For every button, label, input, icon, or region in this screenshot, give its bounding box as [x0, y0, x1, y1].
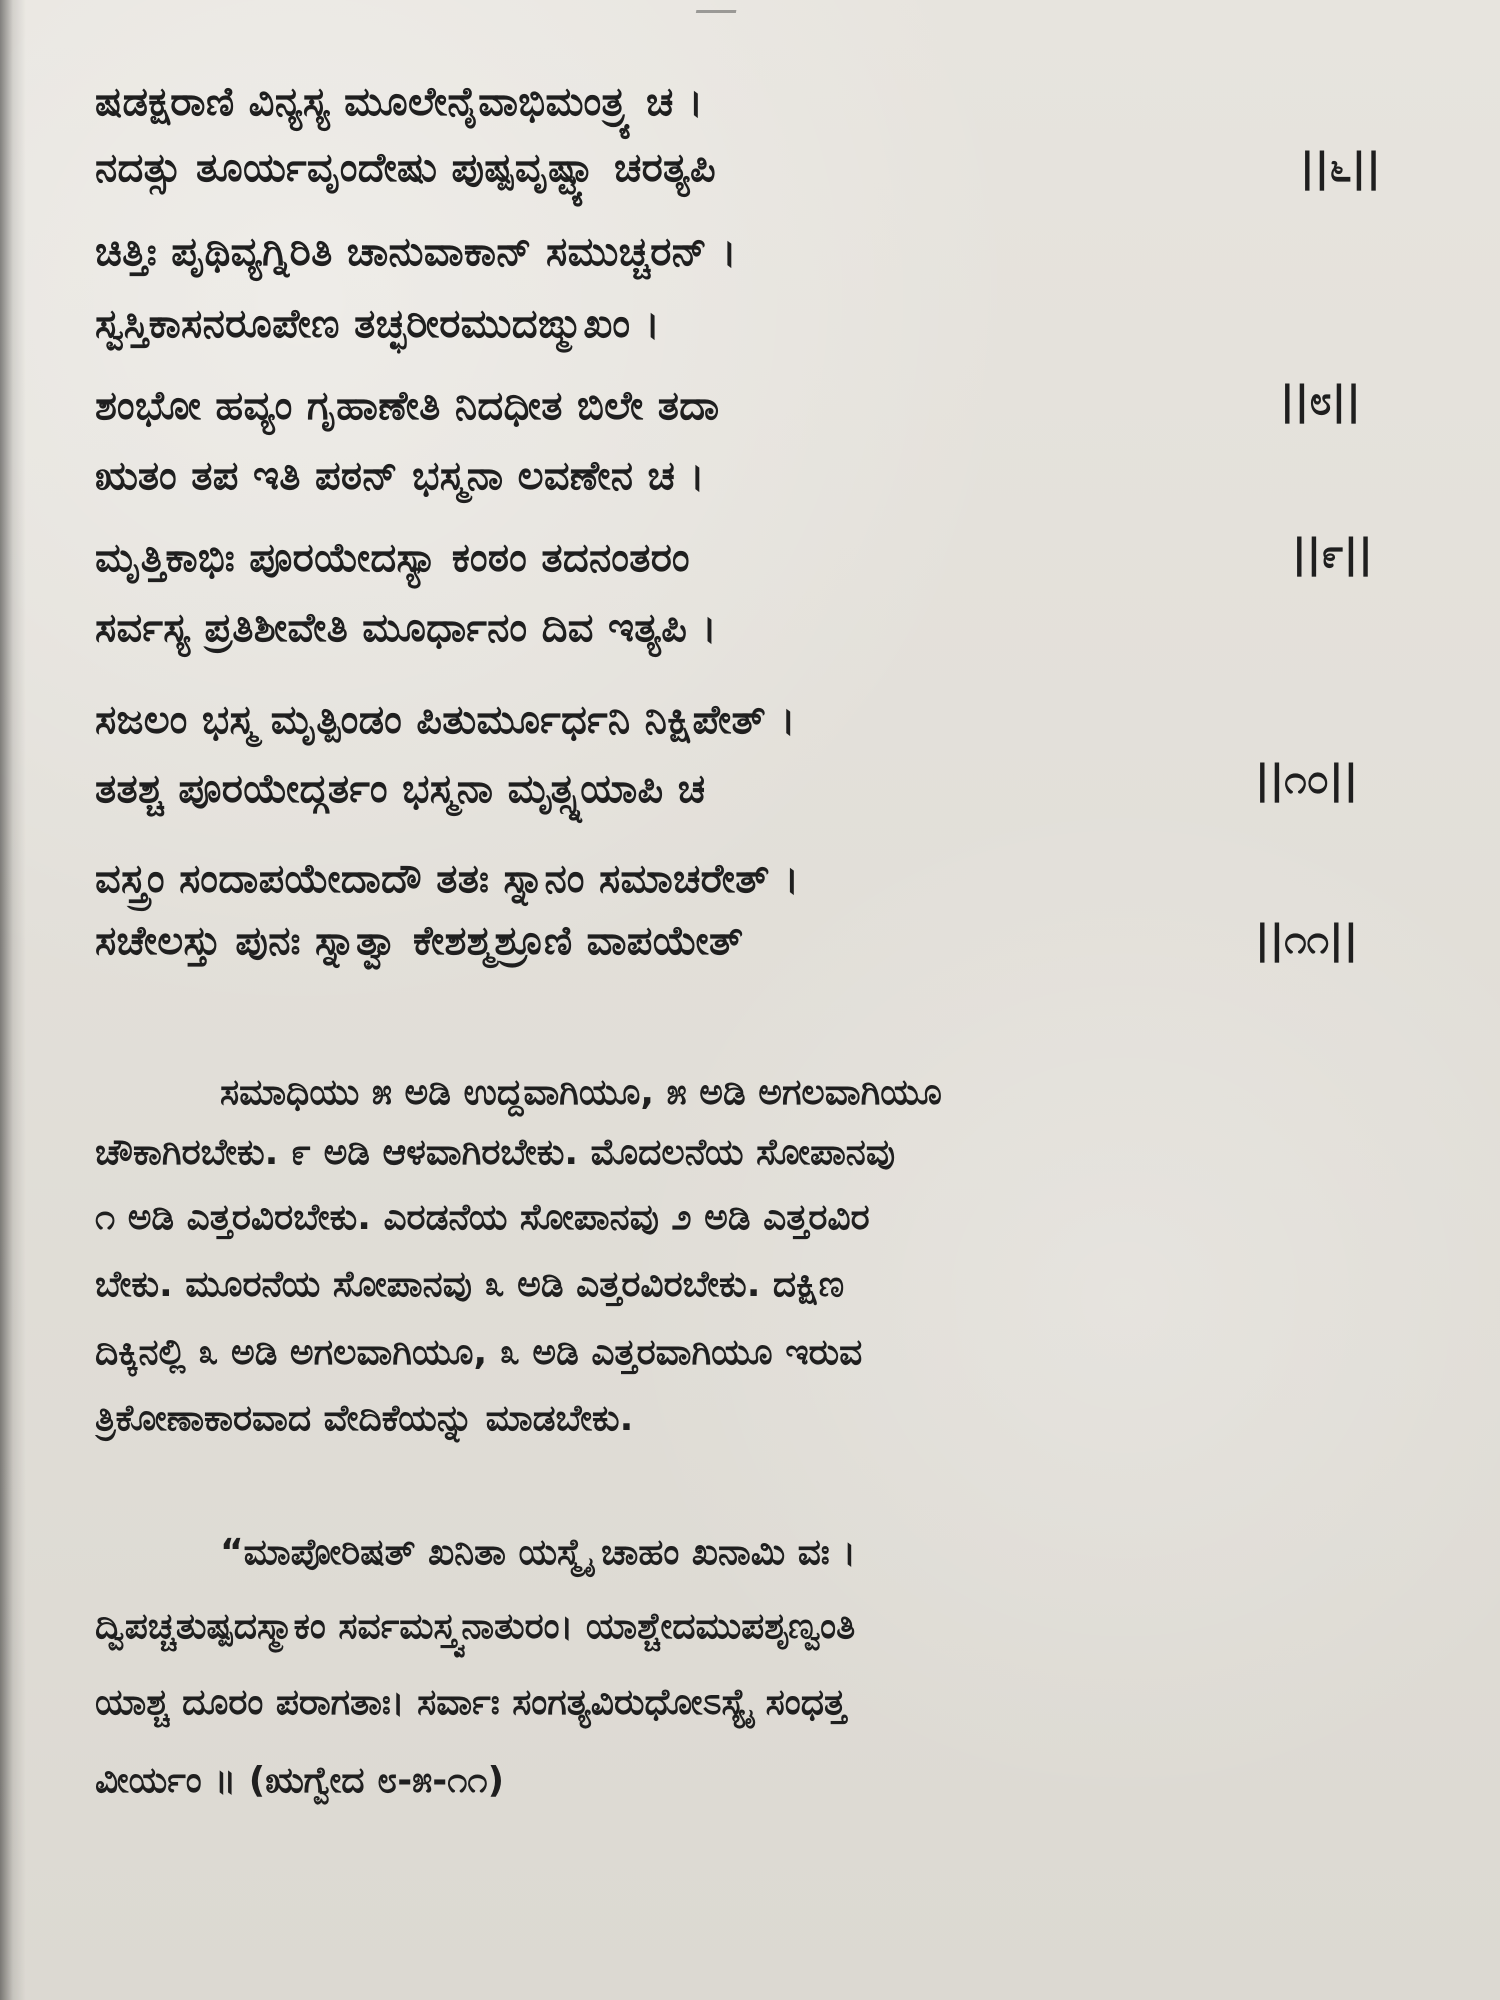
prose-paragraph-1-line-4: ಬೇಕು. ಮೂರನೆಯ ಸೋಪಾನವು ೩ ಅಡಿ ಎತ್ತರವಿರಬೇಕು. ದಕ್ಷಿಣ — [95, 1264, 845, 1305]
verse-4-line-1: ಮೃತ್ತಿಕಾಭಿಃ ಪೂರಯೇದಸ್ಯಾ ಕಂಠಂ ತದನಂತರಂ — [95, 535, 690, 581]
verse-2-line-2: ಸ್ವಸ್ತಿಕಾಸನರೂಪೇಣ ತಚ್ಛರೀರಮುದಙ್ಮುಖಂ । — [95, 301, 661, 347]
verse-5-line-1: ಸಜಲಂ ಭಸ್ಮ ಮೃತ್ಪಿಂಡಂ ಪಿತುರ್ಮೂರ್ಧನಿ ನಿಕ್ಷಿಪೇತ್ । — [95, 697, 796, 743]
verse-5-number: ||೧೦|| — [1255, 757, 1359, 803]
verse-6-number: ||೧೧|| — [1255, 917, 1359, 963]
verse-3-number: ||೮|| — [1280, 378, 1361, 424]
prose-paragraph-2-line-3: ಯಾಶ್ಚ ದೂರಂ ಪರಾಗತಾಃ। ಸರ್ವಾಃ ಸಂಗತ್ಯವಿರುಧೋಽಸ್ಯೈ ಸಂಧತ್ತ — [95, 1682, 847, 1723]
prose-paragraph-2-line-1: “ಮಾಪೋರಿಷತ್ ಖನಿತಾ ಯಸ್ಮೈ ಚಾಹಂ ಖನಾಮಿ ವಃ । — [220, 1532, 856, 1573]
verse-4-line-2: ಸರ್ವಸ್ಯ ಪ್ರತಿಶೀವೇತಿ ಮೂರ್ಧಾನಂ ದಿವ ಇತ್ಯಪಿ । — [95, 605, 717, 651]
verse-3-line-1: ಶಂಭೋ ಹವ್ಯಂ ಗೃಹಾಣೇತಿ ನಿದಧೀತ ಬಿಲೇ ತದಾ — [95, 383, 720, 429]
prose-paragraph-2-line-4: ವೀರ್ಯಂ ॥ (ಋಗ್ವೇದ ೮-೫-೧೧) — [95, 1760, 505, 1801]
verse-3-line-2: ಋತಂ ತಪ ಇತಿ ಪಠನ್ ಭಸ್ಮನಾ ಲವಣೇನ ಚ । — [95, 453, 705, 499]
prose-paragraph-1-line-6: ತ್ರಿಕೋಣಾಕಾರವಾದ ವೇದಿಕೆಯನ್ನು ಮಾಡಬೇಕು. — [95, 1398, 634, 1439]
verse-4-number: ||೯|| — [1292, 531, 1373, 577]
prose-paragraph-1-line-3: ೧ ಅಡಿ ಎತ್ತರವಿರಬೇಕು. ಎರಡನೆಯ ಸೋಪಾನವು ೨ ಅಡಿ ಎತ್ತರವಿರ — [95, 1197, 870, 1238]
prose-paragraph-1-line-1: ಸಮಾಧಿಯು ೫ ಅಡಿ ಉದ್ದವಾಗಿಯೂ, ೫ ಅಡಿ ಅಗಲವಾಗಿಯೂ — [220, 1072, 942, 1113]
verse-1-number: ||೬|| — [1300, 145, 1381, 191]
page-header-mark — [696, 0, 738, 13]
verse-2-line-1: ಚಿತ್ತಿಃ ಪೃಥಿವ್ಯಗ್ನಿರಿತಿ ಚಾನುವಾಕಾನ್ ಸಮುಚ್ಚರನ್ । — [95, 229, 737, 275]
prose-paragraph-1-line-5: ದಿಕ್ಕಿನಲ್ಲಿ ೩ ಅಡಿ ಅಗಲವಾಗಿಯೂ, ೩ ಅಡಿ ಎತ್ತರವಾಗಿಯೂ ಇರುವ — [95, 1332, 863, 1373]
verse-1-line-1: ಷಡಕ್ಷರಾಣಿ ವಿನ್ಯಸ್ಯ ಮೂಲೇನೈವಾಭಿಮಂತ್ರ್ಯ ಚ । — [95, 79, 704, 125]
verse-6-line-1: ವಸ್ತ್ರಂ ಸಂದಾಪಯೇದಾದೌ ತತಃ ಸ್ನಾನಂ ಸಮಾಚರೇತ್ । — [95, 856, 800, 902]
binding-shadow — [0, 0, 26, 2000]
verse-5-line-2: ತತಶ್ಚ ಪೂರಯೇದ್ಗರ್ತಂ ಭಸ್ಮನಾ ಮೃತ್ಸ್ನಯಾಪಿ ಚ — [95, 766, 706, 812]
verse-1-line-2: ನದತ್ಸು ತೂರ್ಯವೃಂದೇಷು ಪುಷ್ಪವೃಷ್ಟ್ಯಾ ಚರತ್ಯಪಿ — [95, 145, 716, 191]
prose-paragraph-2-line-2: ದ್ವಿಪಚ್ಚತುಷ್ಪದಸ್ಮಾಕಂ ಸರ್ವಮಸ್ತ್ವನಾತುರಂ। ಯಾಶ್ಚೇದಮುಪಶೃಣ್ವಂತಿ — [95, 1606, 856, 1647]
prose-paragraph-1-line-2: ಚೌಕಾಗಿರಬೇಕು. ೯ ಅಡಿ ಆಳವಾಗಿರಬೇಕು. ಮೊದಲನೆಯ ಸೋಪಾನವು — [95, 1132, 896, 1173]
verse-6-line-2: ಸಚೇಲಸ್ತು ಪುನಃ ಸ್ನಾತ್ವಾ ಕೇಶಶ್ಮಶ್ರೂಣಿ ವಾಪಯೇತ್ — [95, 918, 744, 964]
